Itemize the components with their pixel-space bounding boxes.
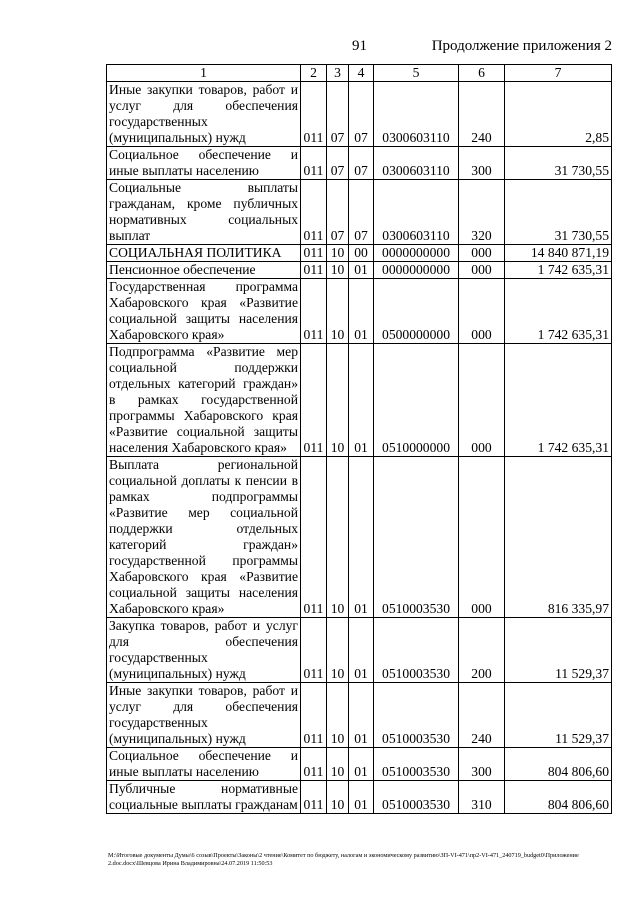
chapter-code-cell: 011: [301, 618, 327, 683]
expense-type-cell: 000: [459, 245, 505, 262]
section-code-cell: 10: [327, 457, 349, 618]
header-cell: 6: [459, 65, 505, 82]
chapter-code-cell: 011: [301, 245, 327, 262]
chapter-code-cell: 011: [301, 147, 327, 180]
subsection-code-cell: 07: [349, 82, 374, 147]
row-name-cell: Государственная программа Хабаровского края «Развитие социальной защиты населения Хабаровского края»: [107, 279, 301, 344]
expense-type-cell: 000: [459, 279, 505, 344]
table-row: [107, 279, 612, 344]
amount-cell: 1 742 635,31: [505, 344, 612, 457]
table-row: [107, 683, 612, 748]
table-row: [107, 457, 612, 618]
section-code-cell: 10: [327, 781, 349, 814]
target-article-cell: 0510000000: [374, 344, 459, 457]
chapter-code-cell: 011: [301, 457, 327, 618]
section-code-cell: 10: [327, 344, 349, 457]
file-path-footer: M:\Итоговые документы Думы\6 созыв\Проекты\Законы\2 чтение\Комитет по бюджету, налогам и экономическому развитию\ЗП-VI-471\пр2-VI-471_240719_budget0\Приложение 2.doc.docx\Шевцова Ирина Владимировна\24.07.2019 11:50:53: [108, 852, 579, 867]
expense-type-cell: 240: [459, 82, 505, 147]
header-cell: 3: [327, 65, 349, 82]
section-code-cell: 10: [327, 245, 349, 262]
header-cell: 2: [301, 65, 327, 82]
amount-cell: 804 806,60: [505, 781, 612, 814]
section-code-cell: 07: [327, 180, 349, 245]
header-cell: 4: [349, 65, 374, 82]
expense-type-cell: 300: [459, 748, 505, 781]
row-name-cell: Социальные выплаты гражданам, кроме публичных нормативных социальных выплат: [107, 180, 301, 245]
target-article-cell: 0300603110: [374, 82, 459, 147]
chapter-code-cell: 011: [301, 683, 327, 748]
continuation-label: Продолжение приложения 2: [431, 38, 612, 54]
subsection-code-cell: 01: [349, 618, 374, 683]
row-name-cell: Публичные нормативные социальные выплаты гражданам: [107, 781, 301, 814]
table-row: [107, 262, 612, 279]
subsection-code-cell: 01: [349, 279, 374, 344]
row-name-cell: Пенсионное обеспечение: [107, 262, 301, 279]
budget-table: [106, 64, 612, 814]
expense-type-cell: 000: [459, 457, 505, 618]
subsection-code-cell: 01: [349, 262, 374, 279]
chapter-code-cell: 011: [301, 262, 327, 279]
subsection-code-cell: 01: [349, 748, 374, 781]
target-article-cell: 0510003530: [374, 748, 459, 781]
amount-cell: 2,85: [505, 82, 612, 147]
expense-type-cell: 200: [459, 618, 505, 683]
table-row: [107, 245, 612, 262]
section-code-cell: 07: [327, 147, 349, 180]
page-number: 91: [352, 38, 367, 54]
target-article-cell: 0300603110: [374, 180, 459, 245]
header-cell: 5: [374, 65, 459, 82]
table-row: [107, 618, 612, 683]
amount-cell: 14 840 871,19: [505, 245, 612, 262]
table-header-row: [107, 65, 612, 82]
subsection-code-cell: 07: [349, 180, 374, 245]
table-row: [107, 344, 612, 457]
subsection-code-cell: 07: [349, 147, 374, 180]
chapter-code-cell: 011: [301, 82, 327, 147]
section-code-cell: 10: [327, 262, 349, 279]
expense-type-cell: 240: [459, 683, 505, 748]
target-article-cell: 0510003530: [374, 781, 459, 814]
subsection-code-cell: 01: [349, 683, 374, 748]
chapter-code-cell: 011: [301, 180, 327, 245]
target-article-cell: 0000000000: [374, 245, 459, 262]
amount-cell: 11 529,37: [505, 683, 612, 748]
subsection-code-cell: 01: [349, 344, 374, 457]
row-name-cell: Выплата региональной социальной доплаты к пенсии в рамках подпрограммы «Развитие мер социальной поддержки отдельных категорий граждан» государственной программы Хабаровского края «Развитие социальной защиты населения Хабаровского края»: [107, 457, 301, 618]
subsection-code-cell: 01: [349, 781, 374, 814]
row-name-cell: Подпрограмма «Развитие мер социальной поддержки отдельных категорий граждан» в рамках государственной программы Хабаровского края «Развитие социальной защиты населения Хабаровского края»: [107, 344, 301, 457]
expense-type-cell: 320: [459, 180, 505, 245]
expense-type-cell: 300: [459, 147, 505, 180]
amount-cell: 1 742 635,31: [505, 262, 612, 279]
row-name-cell: Социальное обеспечение и иные выплаты населению: [107, 147, 301, 180]
subsection-code-cell: 01: [349, 457, 374, 618]
target-article-cell: 0500000000: [374, 279, 459, 344]
expense-type-cell: 310: [459, 781, 505, 814]
row-name-cell: Социальное обеспечение и иные выплаты населению: [107, 748, 301, 781]
target-article-cell: 0510003530: [374, 618, 459, 683]
section-code-cell: 10: [327, 683, 349, 748]
header-cell: 1: [107, 65, 301, 82]
table-row: [107, 82, 612, 147]
target-article-cell: 0510003530: [374, 683, 459, 748]
amount-cell: 1 742 635,31: [505, 279, 612, 344]
chapter-code-cell: 011: [301, 344, 327, 457]
amount-cell: 31 730,55: [505, 147, 612, 180]
target-article-cell: 0000000000: [374, 262, 459, 279]
amount-cell: 11 529,37: [505, 618, 612, 683]
table-row: [107, 748, 612, 781]
row-name-cell: Иные закупки товаров, работ и услуг для обеспечения государственных (муниципальных) нужд: [107, 683, 301, 748]
row-name-cell: Иные закупки товаров, работ и услуг для обеспечения государственных (муниципальных) нужд: [107, 82, 301, 147]
table-row: [107, 147, 612, 180]
section-code-cell: 07: [327, 82, 349, 147]
header-cell: 7: [505, 65, 612, 82]
amount-cell: 804 806,60: [505, 748, 612, 781]
expense-type-cell: 000: [459, 344, 505, 457]
row-name-cell: Закупка товаров, работ и услуг для обеспечения государственных (муниципальных) нужд: [107, 618, 301, 683]
amount-cell: 816 335,97: [505, 457, 612, 618]
section-code-cell: 10: [327, 748, 349, 781]
table-row: [107, 180, 612, 245]
chapter-code-cell: 011: [301, 748, 327, 781]
section-code-cell: 10: [327, 279, 349, 344]
chapter-code-cell: 011: [301, 781, 327, 814]
chapter-code-cell: 011: [301, 279, 327, 344]
table-row: [107, 781, 612, 814]
target-article-cell: 0300603110: [374, 147, 459, 180]
amount-cell: 31 730,55: [505, 180, 612, 245]
expense-type-cell: 000: [459, 262, 505, 279]
subsection-code-cell: 00: [349, 245, 374, 262]
target-article-cell: 0510003530: [374, 457, 459, 618]
row-name-cell: СОЦИАЛЬНАЯ ПОЛИТИКА: [107, 245, 301, 262]
section-code-cell: 10: [327, 618, 349, 683]
